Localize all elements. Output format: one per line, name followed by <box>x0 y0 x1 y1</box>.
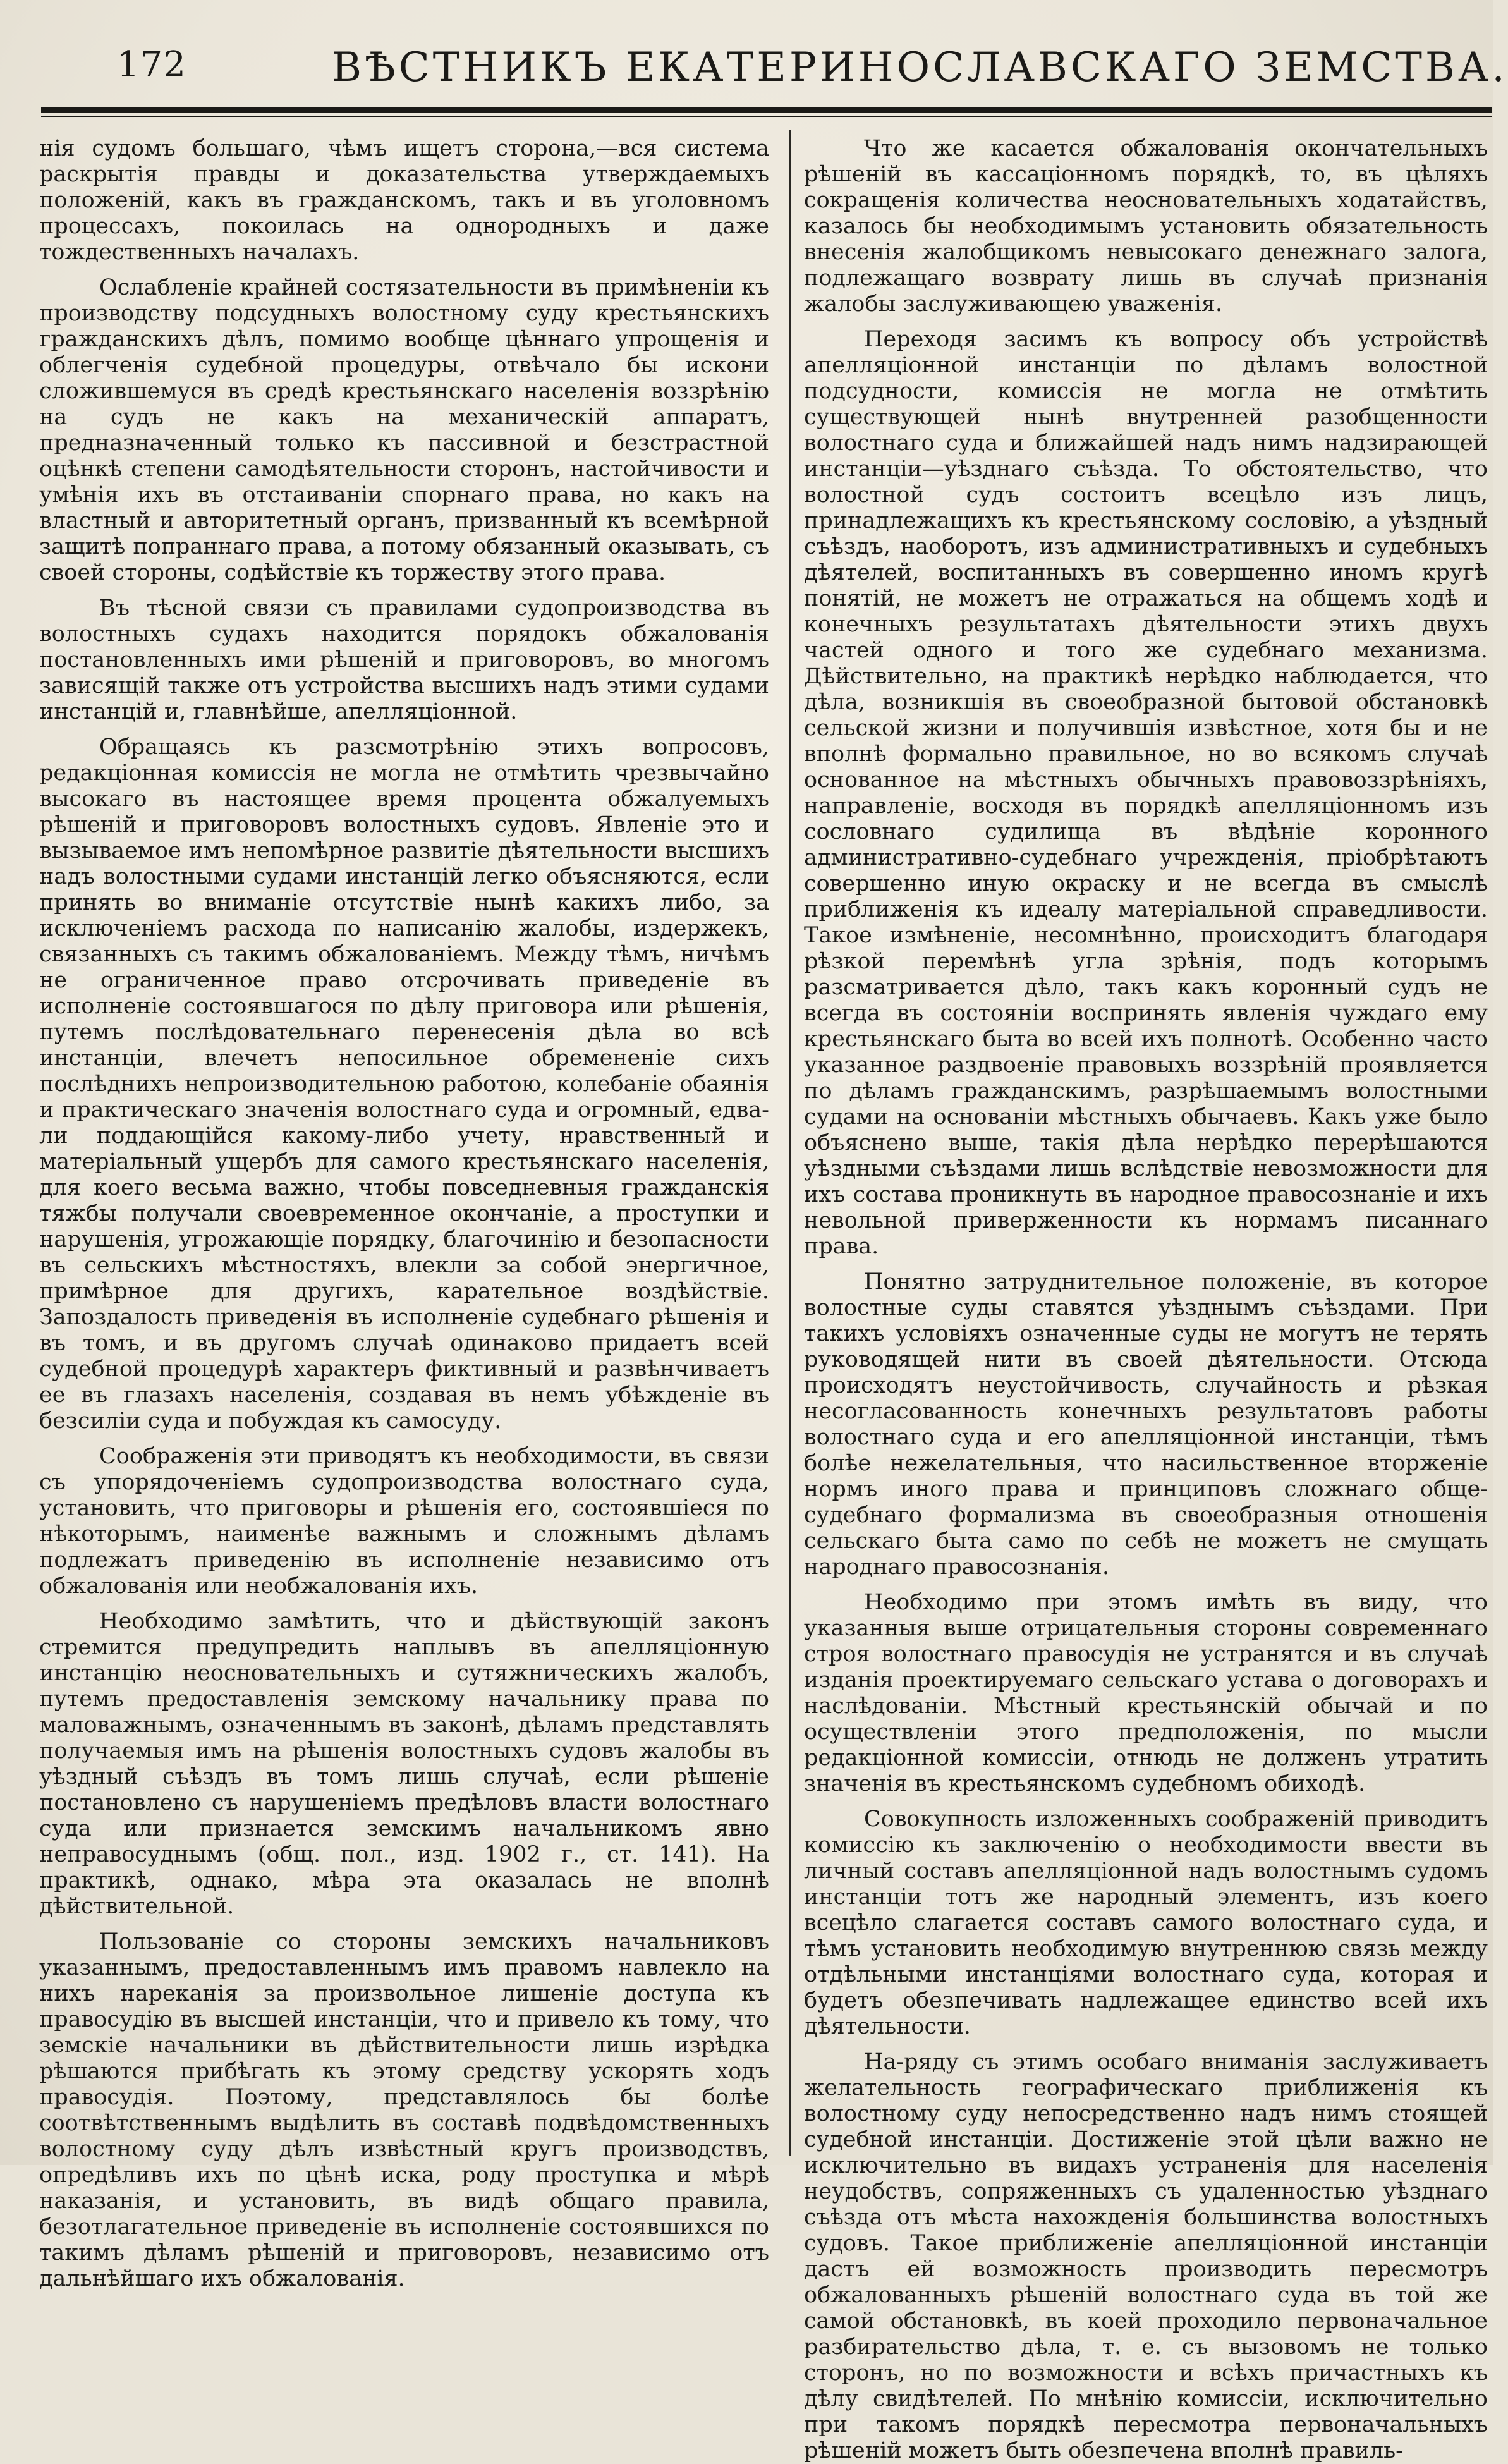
page-header <box>117 44 1508 114</box>
right-column <box>804 136 1488 2463</box>
paragraph: Въ тѣсной связи съ правилами судопроизводства въ волостныхъ судахъ находится порядокъ обжалованія постановленныхъ ими рѣшеній и приговоровъ, во многомъ зависящій также отъ устройства высшихъ надъ этими судами инстанцій и, главнѣйше, апелляціонной. <box>39 595 769 724</box>
paragraph: Обращаясь къ разсмотрѣнію этихъ вопросовъ, редакціонная комиссія не могла не отмѣтить чрезвычайно высокаго въ настоящее время процента обжалуемыхъ рѣшеній и приговоровъ волостныхъ судовъ. Явленіе это и вызываемое имъ непомѣрное развитіе дѣятельности высшихъ надъ волостными судами инстанцій легко объясняются, если принять во вниманіе отсутствіе нынѣ какихъ либо, за исключеніемъ расхода по написанію жалобы, издержекъ, связанныхъ съ такимъ обжалованіемъ. Между тѣмъ, ничѣмъ не ограниченное право отсрочивать приведеніе въ исполненіе состоявшагося по дѣлу приговора или рѣшенія, путемъ послѣдовательнаго перенесенія дѣла во всѣ инстанціи, влечетъ непосильное обремененіе сихъ послѣднихъ непроизводительною работою, колебаніе обаянія и практическаго значенія волостнаго суда и огромный, едва-ли поддающійся какому-либо учету, нравственный и матеріальный ущербъ для самого крестьянскаго населенія, для коего весьма важно, чтобы повседневныя гражданскія тяжбы получали своевременное окончаніе, а проступки и нарушенія, угрожающіе порядку, благочинію и безопасности въ сельскихъ мѣстностяхъ, влекли за собой энергичное, примѣрное для другихъ, карательное воздѣйствіе. Запоздалость приведенія въ исполненіе судебнаго рѣшенія и въ томъ, и въ другомъ случаѣ одинаково придаетъ всей судебной процедурѣ характеръ фиктивный и развѣнчиваетъ ее въ глазахъ населенія, создавая въ немъ убѣжденіе въ безсиліи суда и побуждая къ самосуду. <box>39 735 769 1434</box>
left-column <box>39 136 769 2291</box>
header-rule <box>41 107 1492 113</box>
paragraph: Необходимо при этомъ имѣть въ виду, что указанныя выше отрицательныя стороны современнаго строя волостнаго правосудія не устранятся и въ случаѣ изданія проектируемаго сельскаго устава о договорахъ и наслѣдованіи. Мѣстный крестьянскій обычай и по осуществленіи этого предположенія, по мысли редакціонной комиссіи, отнюдь не долженъ утратить значенія въ крестьянскомъ судебномъ обиходѣ. <box>804 1590 1488 1796</box>
paragraph: На-ряду съ этимъ особаго вниманія заслуживаетъ желательность географическаго приближенія къ волостному суду непосредственно надъ нимъ стоящей судебной инстанціи. Достиженіе этой цѣли важно не исключительно въ видахъ устраненія для населенія неудобствъ, сопряженныхъ съ удаленностью уѣзднаго съѣзда отъ мѣста нахожденія большинства волостныхъ судовъ. Такое приближеніе апелляціонной инстанціи дастъ ей возможность производить пересмотръ обжалованныхъ рѣшеній волостнаго суда въ той же самой обстановкѣ, въ коей проходило первоначальное разбирательство дѣла, т. е. съ вызовомъ не только сторонъ, но по возможности и всѣхъ причастныхъ къ дѣлу свидѣтелей. По мнѣнію комиссіи, исключительно при такомъ порядкѣ пересмотра первоначальныхъ рѣшеній можетъ быть обезпечена вполнѣ правиль- <box>804 2049 1488 2463</box>
paragraph: Пользованіе со стороны земскихъ начальниковъ указаннымъ, предоставленнымъ имъ правомъ навлекло на нихъ нареканія за произвольное лишеніе доступа къ правосудію въ высшей инстанціи, что и привело къ тому, что земскіе начальники въ дѣйствительности лишь изрѣдка рѣшаются прибѣгать къ этому средству ускорять ходъ правосудія. Поэтому, представлялось бы болѣе соотвѣтственнымъ выдѣлить въ составѣ подвѣдомственныхъ волостному суду дѣлъ извѣстный кругъ производствъ, опредѣливъ ихъ по цѣнѣ иска, роду проступка и мѣрѣ наказанія, и установить, въ видѣ общаго правила, безотлагательное приведеніе въ исполненіе состоявшихся по такимъ дѣламъ рѣшеній и приговоровъ, независимо отъ дальнѣйшаго ихъ обжалованія. <box>39 1929 769 2291</box>
paragraph: Необходимо замѣтить, что и дѣйствующій законъ стремится предупредить наплывъ въ апелляціонную инстанцію неосновательныхъ и сутяжническихъ жалобъ, путемъ предоставленія земскому начальнику права по маловажнымъ, означеннымъ въ законѣ, дѣламъ представлять получаемыя имъ на рѣшенія волостныхъ судовъ жалобы въ уѣздный съѣздъ въ томъ лишь случаѣ, если рѣшеніе постановлено съ нарушеніемъ предѣловъ власти волостнаго суда или признается земскимъ начальникомъ явно неправосуднымъ (общ. пол., изд. 1902 г., ст. 141). На практикѣ, однако, мѣра эта оказалась не вполнѣ дѣйствительной. <box>39 1609 769 1919</box>
paragraph: Понятно затруднительное положеніе, въ которое волостные суды ставятся уѣзднымъ съѣздами. При такихъ условіяхъ означенные суды не могутъ не терять руководящей нити въ своей дѣятельности. Отсюда происходятъ неустойчивость, случайность и рѣзкая несогласованность конечныхъ результатовъ работы волостнаго суда и его апелляціонной инстанціи, тѣмъ болѣе нежелательныя, что насильственное вторженіе нормъ иного права и принциповъ сложнаго обще-судебнаго формализма въ своеобразныя отношенія сельскаго быта само по себѣ не можетъ не смущать народнаго правосознанія. <box>804 1269 1488 1580</box>
paragraph: нія судомъ большаго, чѣмъ ищетъ сторона,—вся система раскрытія правды и доказательства утверждаемыхъ положеній, какъ въ гражданскомъ, такъ и въ уголовномъ процессахъ, покоилась на однородныхъ и даже тождественныхъ началахъ. <box>39 136 769 265</box>
paragraph: Совокупность изложенныхъ соображеній приводитъ комиссію къ заключенію о необходимости ввести въ личный составъ апелляціонной надъ волостнымъ судомъ инстанціи тотъ же народный элементъ, изъ коего всецѣло слагается составъ самого волостнаго суда, и тѣмъ установить необходимую внутреннюю связь между отдѣльными инстанціями волостнаго суда, которая и будетъ обезпечивать надлежащее единство всей ихъ дѣятельности. <box>804 1807 1488 2039</box>
paragraph: Переходя засимъ къ вопросу объ устройствѣ апелляціонной инстанціи по дѣламъ волостной подсудности, комиссія не могла не отмѣтить существующей нынѣ внутренней разобщенности волостнаго суда и ближайшей надъ нимъ надзирающей инстанціи—уѣзднаго съѣзда. То обстоятельство, что волостной судъ состоитъ всецѣло изъ лицъ, принадлежащихъ къ крестьянскому сословію, а уѣздный съѣздъ, наоборотъ, изъ административныхъ и судебныхъ дѣятелей, воспитанныхъ въ совершенно иномъ кругѣ понятій, не можетъ не отражаться на общемъ ходѣ и конечныхъ результатахъ дѣятельности этихъ двухъ частей одного и того же судебнаго механизма. Дѣйствительно, на практикѣ нерѣдко наблюдается, что дѣла, возникшія въ своеобразной бытовой обстановкѣ сельской жизни и получившія извѣстное, хотя бы и не вполнѣ формально правильное, но во всякомъ случаѣ основанное на мѣстныхъ обычныхъ правовоззрѣніяхъ, направленіе, восходя въ порядкѣ апелляціонномъ изъ сословнаго судилища въ вѣдѣніе коронного административно-судебнаго учрежденія, пріобрѣтаютъ совершенно иную окраску и не всегда въ смыслѣ приближенія къ идеалу матеріальной справедливости. Такое измѣненіе, несомнѣнно, происходитъ благодаря рѣзкой перемѣнѣ угла зрѣнія, подъ которымъ разсматривается дѣло, такъ какъ коронный судъ не всегда въ состояніи воспринять явленія чуждаго ему крестьянскаго быта во всей ихъ полнотѣ. Особенно часто указанное раздвоеніе правовыхъ воззрѣній проявляется по дѣламъ гражданскимъ, разрѣшаемымъ волостными судами на основаніи мѣстныхъ обычаевъ. Какъ уже было объяснено выше, такія дѣла нерѣдко перерѣшаются уѣздными съѣздами лишь вслѣдствіе невозможности для ихъ состава проникнуть въ народное правосознаніе и ихъ невольной приверженности къ нормамъ писаннаго права. <box>804 327 1488 1259</box>
column-divider <box>789 130 791 2156</box>
header-rule-thin <box>41 116 1492 117</box>
page-number: 172 <box>117 44 186 85</box>
paragraph: Ослабленіе крайней состязательности въ примѣненіи къ производству подсудныхъ волостному суду крестьянскихъ гражданскихъ дѣлъ, помимо вообще цѣннаго упрощенія и облегченія судебной процедуры, отвѣчало бы искони сложившемуся въ средѣ крестьянскаго населенія воззрѣнію на судъ не какъ на механическій аппаратъ, предназначенный только къ пассивной и безстрастной оцѣнкѣ степени самодѣятельности сторонъ, настойчивости и умѣнія ихъ въ отстаиваніи спорнаго права, но какъ на властный и авторитетный органъ, призванный къ всемѣрной защитѣ попраннаго права, а потому обязанный оказывать, съ своей стороны, содѣйствіе къ торжеству этого права. <box>39 275 769 585</box>
running-title: ВѢСТНИКЪ ЕКАТЕРИНОСЛАВСКАГО ЗЕМСТВА. <box>332 44 1508 91</box>
paragraph: Что же касается обжалованія окончательныхъ рѣшеній въ кассаціонномъ порядкѣ, то, въ цѣляхъ сокращенія количества неосновательныхъ ходатайствъ, казалось бы необходимымъ установить обязательность внесенія жалобщикомъ невысокаго денежнаго залога, подлежащаго возврату лишь въ случаѣ признанія жалобы заслуживающею уваженія. <box>804 136 1488 317</box>
paragraph: Соображенія эти приводятъ къ необходимости, въ связи съ упорядоченіемъ судопроизводства волостнаго суда, установить, что приговоры и рѣшенія его, состоявшіеся по нѣкоторымъ, наименѣе важнымъ и сложнымъ дѣламъ подлежатъ приведенію въ исполненіе независимо отъ обжалованія или необжалованія ихъ. <box>39 1444 769 1599</box>
